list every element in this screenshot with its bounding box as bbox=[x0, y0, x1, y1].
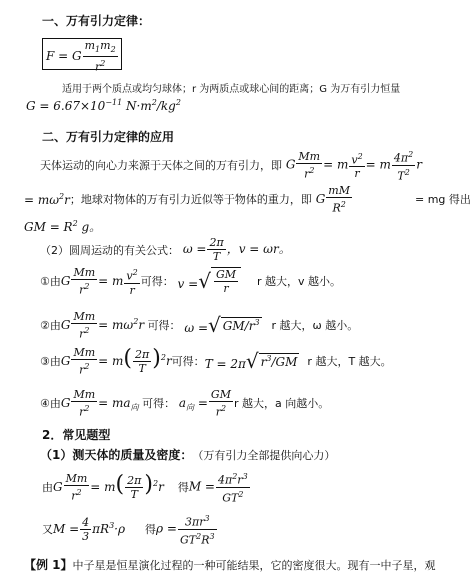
derivation-2: ②由 G $\frac{Mm}{r^2}$ = $m\omega^2r$ 可得： ω = √ $GM/r^3$ r 越大，ω 越小。 bbox=[40, 310, 359, 341]
derivation-3: ③由 G $\frac{Mm}{r^2}$ = m( $\frac{2\pi}{T}$ )$^2$r 可得： T = 2π √ $r^3/GM$ r 越大，T 越大。 bbox=[40, 345, 392, 377]
gravitation-formula: F = G $\frac{m_1m_2}{r^2}$ bbox=[46, 39, 116, 74]
subsection-1: （1）测天体的质量及密度： （万有引力全部提供向心力） bbox=[40, 448, 336, 462]
derivation-4: ④由 G $\frac{Mm}{r^2}$ = $ma_向$ 可得： $a_向$ = $\frac{GM}{r^2}$ r 越大，a 向越小。 bbox=[40, 388, 330, 419]
example-1: 【例 1】 中子星是恒星演化过程的一种可能结果，它的密度很大。现有一中子星，观 bbox=[24, 558, 436, 572]
paragraph-1-line-1: 天体运动的向心力来源于天体之间的万有引力，即 G $\frac{Mm}{r^2}$ = m $\frac{v^2}{r}$ = m $\frac{4\pi^2}{T^2}$ r bbox=[40, 149, 422, 183]
paragraph-1-line-2: = $m\omega^2r$ ；地球对物体的万有引力近似等于物体的重力，即 G $\frac{mM}{R^2}$ = mg 得出 bbox=[24, 184, 471, 215]
mass-derivation: 由 G $\frac{Mm}{r^2}$ = m( $\frac{2\pi}{T}$ )$^2$r 得 M = $\frac{4\pi^2r^3}{GT^2}$ bbox=[42, 471, 248, 505]
g-constant: $G = 6.67\times 10^{-11}$ $N\cdot m^2/kg^2$ bbox=[26, 98, 181, 113]
density-derivation: 又 M = $\frac{4}{3}$ $\pi R^3\cdot\rho$ 得 ρ = $\frac{3\pi r^3}{GT^2R^3}$ bbox=[42, 514, 215, 547]
section-2-title: 二、万有引力定律的应用 bbox=[42, 130, 175, 144]
circular-motion-formulas: （2）圆周运动的有关公式： ω = $\frac{2\pi}{T}$ ，v = ωr。 bbox=[40, 236, 291, 263]
derivation-1: ①由 G $\frac{Mm}{r^2}$ = m $\frac{v^2}{r}$ 可得： v = √ $\frac{GM}{r}$ r 越大，v 越小。 bbox=[40, 266, 342, 297]
section-1-title: 一、万有引力定律： bbox=[42, 14, 151, 28]
gm-relation: GM = $R^2$ g。 bbox=[24, 219, 102, 234]
applicability-text: 适用于两个质点或均匀球体；r 为两质点或球心间的距离；G 为万有引力恒量 bbox=[62, 84, 401, 95]
section-3-title: 2．常见题型 bbox=[42, 428, 111, 442]
